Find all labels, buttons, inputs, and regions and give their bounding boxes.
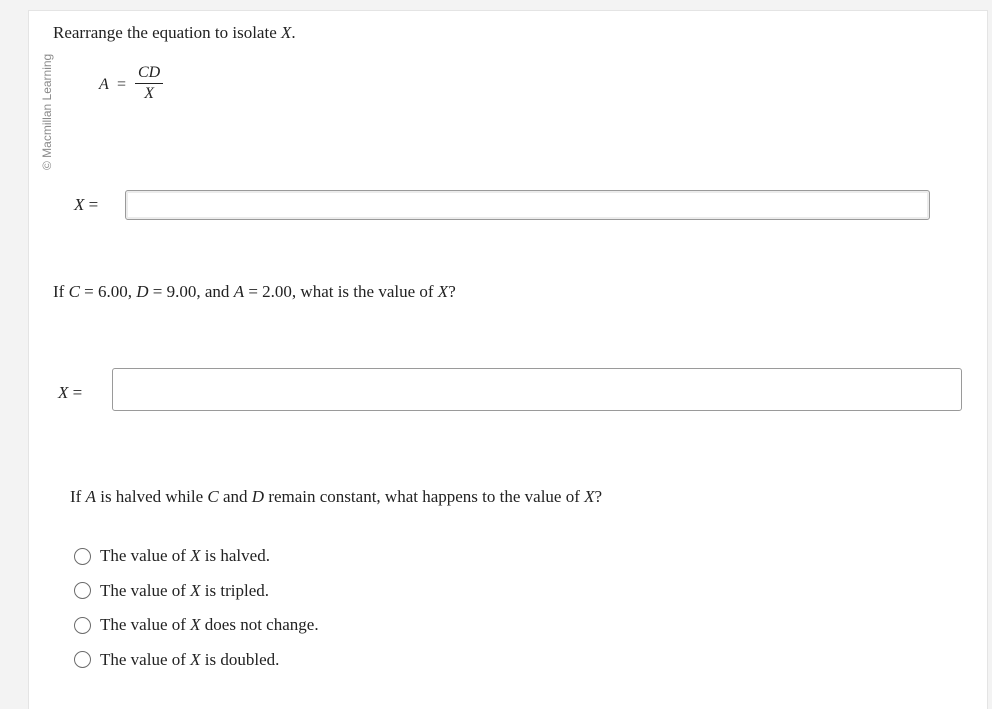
option-no-change[interactable] <box>74 613 319 637</box>
answer-2-input[interactable] <box>112 368 962 411</box>
option-label: The value of X does not change. <box>100 615 319 634</box>
option-label: The value of X is tripled. <box>100 580 270 600</box>
question-1-text: Rearrange the equation to isolate X. <box>53 23 296 42</box>
question-2-text: If C = 6.00, D = 9.00, and A = 2.00, what is the value of X? <box>53 282 456 301</box>
copyright-credit: © Macmillan Learning <box>40 53 54 170</box>
answer-1-label: X = <box>74 195 99 214</box>
option-halved[interactable] <box>74 544 319 568</box>
radio-button[interactable] <box>74 582 91 599</box>
option-doubled[interactable] <box>74 648 319 672</box>
answer-2-label: X = <box>58 383 83 402</box>
option-label: The value of X is doubled. <box>100 649 280 669</box>
radio-button[interactable] <box>74 651 91 668</box>
fraction-denominator: X <box>144 85 154 102</box>
answer-1-input[interactable] <box>125 190 930 220</box>
option-tripled[interactable] <box>74 579 319 603</box>
question-3-text: If A is halved while C and D remain constant, what happens to the value of X? <box>70 487 603 506</box>
radio-button[interactable] <box>74 617 91 634</box>
fraction-numerator: CD <box>135 64 163 84</box>
fraction <box>135 64 163 103</box>
answer-options <box>74 544 319 672</box>
radio-button[interactable] <box>74 548 91 565</box>
option-label: The value of X is halved. <box>100 546 270 565</box>
